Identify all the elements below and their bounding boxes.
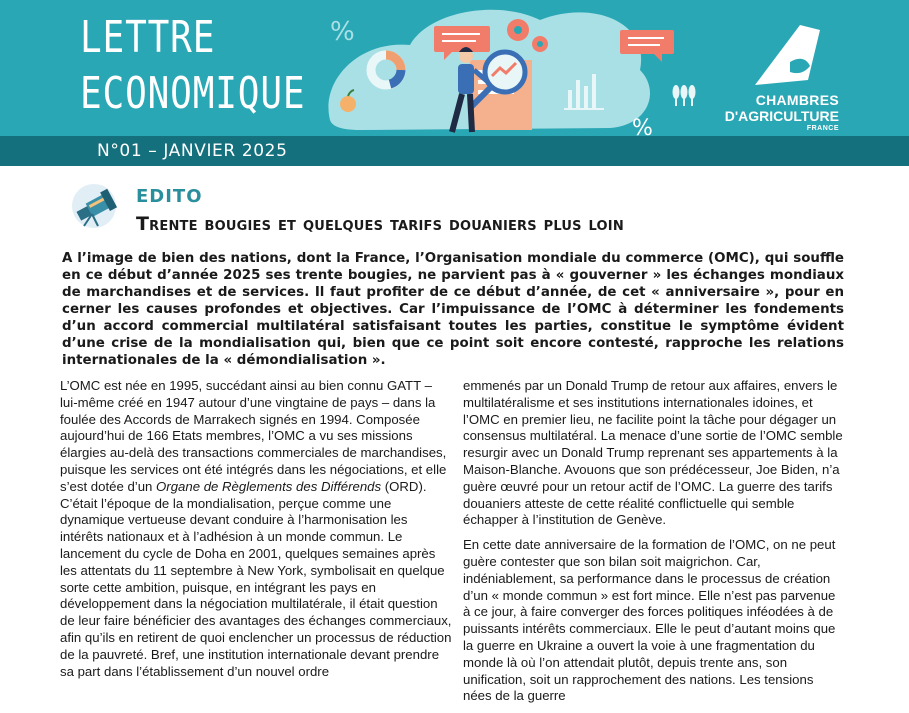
newsletter-title-line2: ECONOMIQUE [80,68,306,119]
right-paragraph-1: emmenés par un Donald Trump de retour aux affaires, envers le multilatéralisme et ses institutions internationales idoines, et l’OMC en premier lieu, ne facilite point la tâche pour dégager un consensus multilatéral. La menace d’une sortie de l’OMC semble resurgir avec un Donald Trump reprenant ses appartements à la Maison-Blanche. Avouons que son prédécesseur, Joe Biden, n’a guère œuvré pour un retour actif de l’OMC. La guerre des tarifs douaniers atteste de cette réalité conflictuelle qui semble échapper à l’institution de Genève. [463,378,843,528]
right-paragraph-2: En cette date anniversaire de la formation de l’OMC, on ne peut guère contester que son bilan soit maigrichon. Car, indéniablement, sa performance dans le processus de création d’un « monde commun » est fort mince. Elle n’est pas parvenue à ce jour, à faire converger des forces politiques inféodées à de puissants intérêts commerciaux. Elle le peut d’autant moins que la guerre en Ukraine a ouvert la voie à une fragmentation du monde là où l’on attendait plutôt, depuis trente ans, son unification, soit un rapprochement des nations. Les tensions nées de la guerre [463,537,836,704]
issue-number: N°01 – JANVIER 2025 [97,141,288,161]
ord-term: Organe de Règlements des Différends [156,478,382,494]
left-paragraph-2: C’était l’époque de la mondialisation, perçue comme une dynamique vertueuse devant conduire à l’harmonisation les intérêts nationaux et à l’adhésion à un monde commun. Le lancement du cycle de Doha en 2001, quelques semaines après les attentats du 11 septembre à New York, symbolisait en quelque sorte cette ambition, puisque, en intégrant les pays en développement dans la négociation multilatérale, il était question de leur faire bénéficier des avantages des échanges commerciaux, afin qu’ils en retirent de quoi enclencher un processus de réduction de la pauvreté. Bref, une institution internationale devant prendre sa part dans l’établissement d’un nouvel ordre [60,495,452,679]
logo-line3: FRANCE [806,125,839,132]
left-paragraph-1 [60,378,452,496]
logo-line2: D'AGRICULTURE [724,108,839,124]
newsletter-title-line1: LETTRE [80,12,216,63]
left-paragraph-1-text: L’OMC est née en 1995, succédant ainsi au bien connu GATT – lui-même créé en 1947 autour d’une vingtaine de pays – dans la foulée des Accords de Marrakech signés en 1994. Composée aujourd’hui de 166 Etats membres, l’OMC a vu ses missions élargies au-delà des transactions commerciales de marchandises, puisque les services ont été intégrés dans les négociations, et elle s’est dotée d’un [60,378,447,494]
article-headline: Trente bougies et quelques tarifs douaniers plus loin [136,213,624,235]
article-column-right [463,378,843,713]
left-paragraph-1-end: (ORD). [381,478,427,494]
percent-icon: % [330,17,355,47]
telescope-icon [68,182,124,228]
percent-icon-2: % [632,116,653,136]
article-lead: A l’image de bien des nations, dont la France, l’Organisation mondiale du commerce (OMC), qui souffle en ce début d’année 2025 ses trente bougies, ne parvient pas à « gouverner » les échanges mondiaux de marchandises et de services. Il faut profiter de ce début d’année, de cet « anniversaire », pour en cerner les causes profondes et objectives. Car l’impuissance de l’OMC à déterminer les fondements d’un accord commercial multilatéral satisfaisant toutes les parties, constitue le symptôme évident d’une crise de la mondialisation qui, bien que ce point soit encore contesté, rapproche les relations internationales de la « démondialisation ». [62,251,844,368]
edito-label: EDITO [136,186,203,207]
article-column-left [60,378,452,688]
logo-line1: CHAMBRES [755,92,839,108]
chambres-logo-mark [755,25,820,85]
header-banner [0,0,909,136]
wheat-icon [674,86,695,106]
